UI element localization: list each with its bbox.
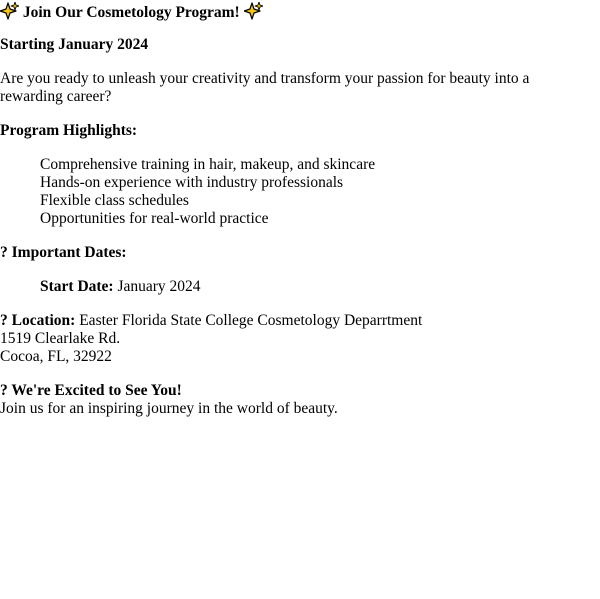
sparkles-icon bbox=[244, 2, 263, 20]
intro-line-1: Are you ready to unleash your creativity and transform your passion for beauty into a bbox=[0, 70, 530, 87]
dates-heading-text: ? Important Dates: bbox=[0, 244, 127, 261]
list-item: Opportunities for real-world practice bbox=[40, 210, 269, 227]
closing-heading-text: ? We're Excited to See You! bbox=[0, 382, 182, 399]
list-item: Flexible class schedules bbox=[40, 192, 189, 209]
title-row bbox=[0, 2, 263, 22]
list-item: Comprehensive training in hair, makeup, and skincare bbox=[40, 156, 376, 173]
sparkles-icon bbox=[0, 2, 19, 20]
start-date-row bbox=[40, 278, 201, 296]
location-street: 1519 Clearlake Rd. bbox=[0, 330, 121, 347]
dates-heading bbox=[0, 244, 127, 262]
highlights-heading-text: Program Highlights: bbox=[0, 122, 138, 139]
highlights-heading bbox=[0, 122, 137, 140]
location-row bbox=[0, 312, 422, 330]
closing-heading bbox=[0, 382, 182, 400]
intro-line-2: rewarding career? bbox=[0, 88, 112, 105]
start-date-value: January 2024 bbox=[113, 278, 201, 295]
location-label: ? Location: bbox=[0, 312, 76, 329]
start-heading bbox=[0, 36, 148, 54]
start-date-label: Start Date: bbox=[40, 278, 114, 295]
page-title: Join Our Cosmetology Program! bbox=[22, 4, 240, 21]
start-heading-text: Starting January 2024 bbox=[0, 36, 149, 53]
list-item: Hands-on experience with industry professionals bbox=[40, 174, 344, 191]
closing-text: Join us for an inspiring journey in the world of beauty. bbox=[0, 400, 338, 417]
location-city: Cocoa, FL, 32922 bbox=[0, 348, 112, 365]
location-name: Easter Florida State College Cosmetology Deparrtment bbox=[75, 312, 423, 329]
